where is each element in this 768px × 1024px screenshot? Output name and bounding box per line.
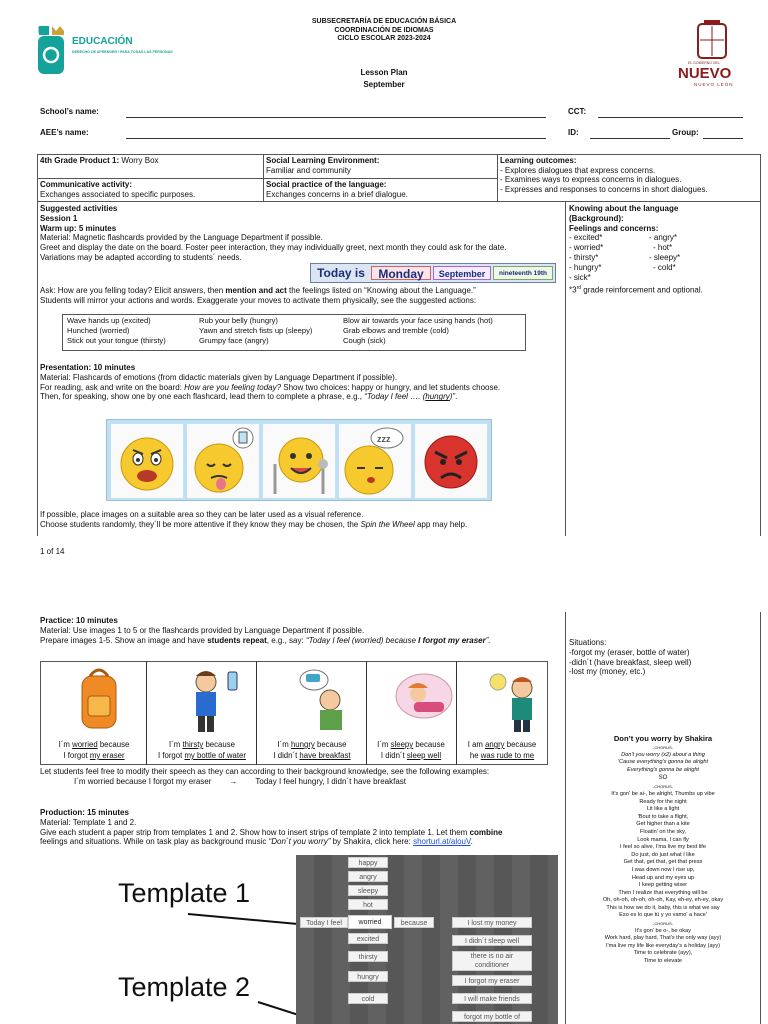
page2-right-border (760, 612, 761, 1024)
phrase-end: )” (449, 392, 456, 402)
lyric-line: I was down now I rise up, (631, 866, 695, 873)
action-cell: Cough (sick) (343, 336, 386, 345)
practice-eg: , e.g., say: (266, 635, 306, 645)
ask-emphasis: mention and act (225, 286, 287, 295)
students-repeat-text: students repeat (207, 635, 267, 645)
header-line-2: COORDINACIÓN DE IDIOMAS (334, 26, 434, 34)
social-practice-cell (263, 178, 498, 202)
caption-situation: my eraser (89, 751, 125, 760)
id-field[interactable] (590, 138, 670, 139)
group-field[interactable] (703, 138, 743, 139)
feeling-item: - excited* (569, 233, 603, 243)
caption-feeling: hungry (290, 740, 315, 749)
caption-text: because (504, 740, 537, 749)
column-divider (146, 661, 147, 765)
lyric-line: Floatin' on the sky, (639, 828, 687, 835)
lyric-line: Ready for the night (639, 798, 687, 805)
practice-heading: Practice: 10 minutes (40, 616, 118, 625)
template-2-label: Template 2 (118, 972, 251, 1002)
institution-header (0, 18, 768, 44)
feeling-item: - sick* (569, 272, 591, 282)
product-cell (37, 154, 264, 179)
header-line-1: SUBSECRETARÍA DE EDUCACIÓN BÁSICA (311, 18, 457, 25)
social-practice-label: Social practice of the language: (266, 180, 387, 189)
plan-month: September (363, 80, 405, 89)
production-music: feelings and situations. While on task play as background music (40, 837, 269, 847)
flashcard-angry (415, 424, 487, 498)
hungry-boy-image (296, 666, 356, 736)
feeling-item: - hungry* (569, 262, 602, 272)
template-strip: hot (348, 899, 388, 910)
day-card: Monday (371, 266, 431, 280)
warmup-material: Material: Magnetic flashcards provided by the Language Department if possible. (40, 233, 323, 243)
caption-text: I am (467, 740, 486, 749)
template-strip: there is no air conditioner (452, 951, 532, 971)
song-name: “Don´t you worry” (268, 837, 331, 847)
arrow-icon: → (229, 776, 238, 786)
caption-situation: my bottle of water (184, 751, 246, 760)
template-strip: I didn´t sleep well (452, 935, 532, 946)
template-strip: I forgot my eraser (452, 975, 532, 986)
modify-section (40, 767, 564, 787)
feeling-item: - thirsty* (569, 252, 599, 262)
caption-situation: have breakfast (299, 751, 351, 760)
lyric-line: Don't you worry (x2) about a thing (621, 751, 705, 758)
caption-worried (42, 739, 146, 761)
backpack-image (74, 666, 124, 736)
presentation-choices: Show two choices: happy or hungry, and let students choose. (281, 382, 501, 392)
random-students-note-end: app may help. (414, 519, 468, 529)
lyric-line: Work hard, play hard, That's the only way (ayy) (604, 935, 722, 942)
flashcard-hungry (263, 424, 335, 498)
nuevo-leon-text: NUEVO LEÓN (694, 82, 734, 87)
caption-text: because (413, 740, 445, 749)
date-card: nineteenth 19th (493, 266, 553, 280)
activities-right-border (760, 202, 761, 536)
caption-text: because (97, 740, 130, 749)
flashcard-worried (111, 424, 183, 498)
educacion-text: EDUCACIÓN (72, 36, 133, 47)
template-strip: hungry (348, 971, 388, 982)
presentation-material: Material: Flashcards of emotions (from didactic materials given by Language Department if possible). (40, 372, 398, 382)
lyric-line: I'ma live my life like everyday's a holiday (ayy) (605, 942, 721, 949)
outcomes-label: Learning outcomes: (500, 156, 577, 165)
aee-name-label: AEE’s name: (40, 128, 89, 137)
lyric-line: Then I realize that everything will be (618, 889, 708, 896)
lyric-line: Oh, oh-oh, oh-oh, oh-oh, Kay, eh-ey, eh-ey, okay (602, 897, 724, 904)
caption-text: I forgot (158, 751, 185, 760)
template-strip: I will make friends (452, 993, 532, 1004)
caption-text: I´m (377, 740, 391, 749)
hungry-face-icon (263, 424, 335, 498)
action-cell: Yawn and stretch fists up (sleepy) (199, 326, 313, 335)
outcome-item: - Examines ways to express concerns in dialogues. (500, 175, 682, 185)
feeling-item: - hot* (653, 243, 673, 253)
situations-heading: Situations: (569, 638, 607, 647)
practice-material: Material: Use images 1 to 5 or the flashcards provided by Language Department if possible. (40, 625, 365, 635)
feelings-heading: Feelings and concerns: (569, 223, 659, 233)
coat-of-arms-icon (692, 20, 732, 64)
mirror-instructions: Students will mirror your actions and words. Exaggerate your moves to activate them physically, see the suggested actions: (40, 295, 477, 305)
ask-text-end: the feelings listed on “Knowing about the Language.” (286, 286, 476, 295)
flashcard-thirsty (187, 424, 259, 498)
nl-text: NL (38, 26, 49, 35)
phrase-example: hungry (425, 392, 450, 402)
grade-note: *3 (569, 286, 577, 296)
month-card: September (433, 266, 491, 280)
practice-section (40, 616, 564, 645)
aee-name-field[interactable] (126, 138, 546, 139)
template-strip: worried (348, 915, 392, 929)
cct-field[interactable] (598, 117, 743, 118)
feeling-item: - worried* (569, 243, 604, 253)
grade-note-end: grade reinforcement and optional. (581, 286, 703, 296)
caption-thirsty (148, 739, 256, 761)
lyric-line: 'Cause everything's gonna be alright (617, 759, 709, 766)
outcome-item: - Explores dialogues that express concerns. (500, 165, 656, 175)
practice-example: “Today I feel (worried) because (305, 635, 419, 645)
feeling-item: - cold* (653, 262, 676, 272)
caption-text: I didn´t (380, 751, 407, 760)
warmup-heading: Warm up: 5 minutes (40, 223, 117, 233)
lyric-line: It's gon' be ai-, be alright, Thumbs up vibe (611, 790, 715, 797)
caption-text: because (314, 740, 347, 749)
caption-hungry (258, 739, 366, 761)
lyric-line: 'Bout to take a flight, (637, 813, 689, 820)
cct-label: CCT: (568, 107, 587, 116)
feeling-item: - sleepy* (649, 252, 681, 262)
action-cell: Grumpy face (angry) (199, 336, 269, 345)
outcomes-cell (497, 154, 761, 202)
feeling-item: - angry* (649, 233, 678, 243)
emotion-flashcards-image (106, 419, 492, 501)
caption-text: I´m (169, 740, 183, 749)
visual-reference-note: If possible, place images on a suitable area so they can be later used as a visual reference. (40, 510, 364, 519)
caption-text: I´m (58, 740, 73, 749)
action-cell: Hunched (worried) (67, 326, 130, 335)
communicative-label: Communicative activity: (40, 180, 133, 189)
sleepy-girl-image (392, 666, 456, 736)
actions-table (62, 314, 526, 351)
situation-item: -didn´t (have breakfast, sleep well) (569, 657, 692, 667)
phrase-period: . (455, 392, 458, 402)
lesson-plan-title: Lesson Plan (360, 68, 408, 77)
caption-feeling: sleepy (390, 740, 414, 749)
song-link[interactable]: shorturl.at/alouV (413, 837, 471, 847)
action-cell: Grab elbows and tremble (cold) (343, 326, 449, 335)
template-strip: excited (348, 933, 388, 944)
spin-wheel-app-name: Spin the Wheel (360, 519, 415, 529)
page2-divider (565, 612, 566, 1024)
social-practice-value: Exchanges concerns in a brief dialogue. (266, 189, 408, 199)
caption-text: because (203, 740, 235, 749)
production-music-b: by Shakira, click here: (330, 837, 414, 847)
government-label: EL GOBIERNO DEL (688, 61, 720, 65)
plan-title (0, 67, 768, 91)
column-divider (256, 661, 257, 765)
template-strip: happy (348, 857, 388, 868)
presentation-notes (40, 510, 564, 530)
template-strip: because (394, 917, 434, 928)
modify-speech-note: Let students feel free to modify their speech as they can according to their background knowledge, see the following examples: (40, 767, 490, 776)
template-1-arrow-icon (186, 910, 306, 930)
template-strip: thirsty (348, 951, 388, 962)
lyric-line: Time to celebrate (ayy), (633, 950, 693, 957)
caption-feeling: worried (72, 740, 98, 749)
lyric-line: Head up and my eyes up (631, 874, 695, 881)
lyric-line: Everything's gonna be alright (627, 766, 699, 773)
caption-text: he (469, 751, 481, 760)
caption-text: I forgot (63, 751, 90, 760)
ask-text: Ask: How are you felling today? Elicit answers, then (40, 286, 226, 295)
worried-face-icon (111, 424, 183, 498)
template-1-label: Template 1 (118, 878, 251, 908)
knowing-title: Knowing about the language (569, 204, 679, 213)
school-name-label: School’s name: (40, 107, 99, 116)
production-instructions: Give each student a paper strip from templates 1 and 2. Show how to insert strips of template 2 into template 1. Let them (40, 827, 470, 837)
environment-label: Social Learning Environment: (266, 156, 380, 165)
template-strip: I lost my money (452, 917, 532, 928)
session-heading: Session 1 (40, 213, 78, 223)
angry-face-icon (415, 424, 487, 498)
production-heading: Production: 15 minutes (40, 808, 129, 817)
production-material: Material: Template 1 and 2. (40, 817, 137, 827)
lyric-line: Eso es lo que tú y yo vamo' a hace' (619, 912, 707, 919)
id-label: ID: (568, 128, 579, 137)
product-value: Worry Box (119, 156, 159, 165)
activities-left-border (37, 202, 38, 536)
table-row (63, 326, 497, 336)
flashcard-sleepy (339, 424, 411, 498)
caption-feeling: thirsty (182, 740, 204, 749)
date-display-strip (310, 263, 556, 283)
header-line-3: CICLO ESCOLAR 2023-2024 (337, 35, 431, 43)
caption-angry (456, 739, 548, 761)
combine-text: combine (469, 827, 503, 837)
warmup-instructions: Greet and display the date on the board. Foster peer interaction, they may individually greet, next month they could ask for the date. (40, 243, 507, 253)
lyric-so: SO (658, 775, 668, 782)
song-title: Don’t you worry by Shakira (613, 734, 713, 743)
random-students-note: Choose students randomly, they´ll be more attentive if they know they may be chosen, the (40, 519, 361, 529)
presentation-heading: Presentation: 10 minutes (40, 363, 136, 372)
lyric-line: It's gon' be o-, be okay (635, 927, 691, 934)
group-label: Group: (672, 128, 699, 137)
practice-example-emphasis: I forgot my eraser (418, 635, 486, 645)
template-strip: forgot my bottle of (452, 1011, 532, 1022)
session-section (40, 204, 564, 263)
feelings-column-2 (649, 233, 680, 272)
product-label: 4th Grade Product 1: (40, 156, 120, 165)
template-strip: Today I feel (300, 917, 348, 928)
angry-boy-image (484, 666, 544, 736)
caption-sleepy (366, 739, 456, 761)
action-cell: Wave hands up (excited) (67, 316, 151, 325)
table-row (63, 316, 497, 326)
lyric-line: I feel so alive, I'ma live my best life (620, 844, 706, 851)
feelings-column-1 (569, 233, 603, 282)
lyric-line: Do just, do just what I like (631, 851, 695, 858)
template-strip: angry (348, 871, 388, 882)
communicative-value: Exchanges associated to specific purposes. (40, 189, 196, 199)
presentation-section (40, 363, 564, 402)
lyric-line: Look mama, I can fly (637, 836, 689, 843)
environment-cell (263, 154, 498, 179)
example-1: I´m worried because I forgot my eraser (74, 776, 212, 786)
sleepy-face-icon (339, 424, 411, 498)
production-section (40, 808, 564, 847)
table-row (63, 336, 497, 346)
practice-instructions: Prepare images 1-5. Show an image and have (40, 635, 208, 645)
zzz-text: zzz (377, 434, 391, 444)
ask-section (40, 286, 564, 306)
lyric-line: I keep getting wiser (638, 882, 688, 889)
lyric-line: Lit like a light (646, 806, 680, 813)
presentation-reading: For reading, ask and write on the board: (40, 382, 185, 392)
environment-value: Familiar and community (266, 165, 351, 175)
template-photo (296, 855, 558, 1024)
lyric-line: Get higher than a kite (636, 821, 690, 828)
thirsty-boy-image (184, 666, 244, 736)
nuevo-text: NUEVO (678, 65, 732, 82)
example-2: Today I feel hungry, I didn´t have breakfast (255, 776, 406, 786)
action-cell: Rub your belly (hungry) (199, 316, 278, 325)
chorus-tag: -CHORUS- (653, 784, 673, 790)
production-music-end: . (470, 837, 473, 847)
communicative-cell (37, 178, 264, 202)
action-cell: Blow air towards your face using hands (hot) (343, 316, 493, 325)
thirsty-face-icon (187, 424, 259, 498)
caption-text: I didn´t (273, 751, 300, 760)
situation-item: -forgot my (eraser, bottle of water) (569, 647, 690, 657)
chorus-tag: -CHORUS- (653, 745, 673, 750)
page-number: 1 of 14 (40, 547, 65, 556)
caption-feeling: angry (485, 740, 505, 749)
warmup-variations: Variations may be adapted according to students´ needs. (40, 252, 242, 262)
chorus-tag: -CHORUS- (653, 921, 673, 927)
logo-tagline: DERECHO DE APRENDER / PARA TODAS LAS PERSONAS (72, 50, 173, 54)
lyric-line: This is how we do it, baby, this is what we say (606, 904, 720, 911)
knowing-subtitle: (Background): (569, 213, 624, 223)
song-lyrics (568, 734, 758, 966)
activities-divider (565, 202, 566, 536)
knowing-language-panel (569, 204, 759, 296)
phrase-start: “Today I feel …. ( (364, 392, 426, 402)
outcome-item: - Expresses and responses to concerns in short dialogues. (500, 184, 708, 194)
situations-panel (569, 638, 759, 677)
suggested-activities-heading: Suggested activities (40, 204, 118, 213)
lyric-line: Time to elevate (643, 958, 683, 965)
today-is-card: Today is (317, 266, 365, 280)
info-table (37, 154, 761, 202)
grade-note-sup: rd (576, 285, 582, 292)
caption-text: I´m (277, 740, 291, 749)
presentation-speaking: Then, for speaking, show one by one each flashcard, lead them to complete a phrase, e.g., (40, 392, 365, 402)
school-name-field[interactable] (126, 117, 546, 118)
lyric-line: Get that, get that, get that press (623, 859, 703, 866)
situation-item: -lost my (money, etc.) (569, 667, 646, 677)
caption-situation: was rude to me (480, 751, 535, 760)
page-gap (0, 570, 768, 612)
action-cell: Stick out your tongue (thirsty) (67, 336, 166, 345)
practice-example-end: ”. (485, 635, 491, 645)
template-strip: cold (348, 993, 388, 1004)
presentation-question: How are you feeling today? (184, 382, 282, 392)
template-strip: sleepy (348, 885, 388, 896)
caption-situation: sleep well (406, 751, 442, 760)
